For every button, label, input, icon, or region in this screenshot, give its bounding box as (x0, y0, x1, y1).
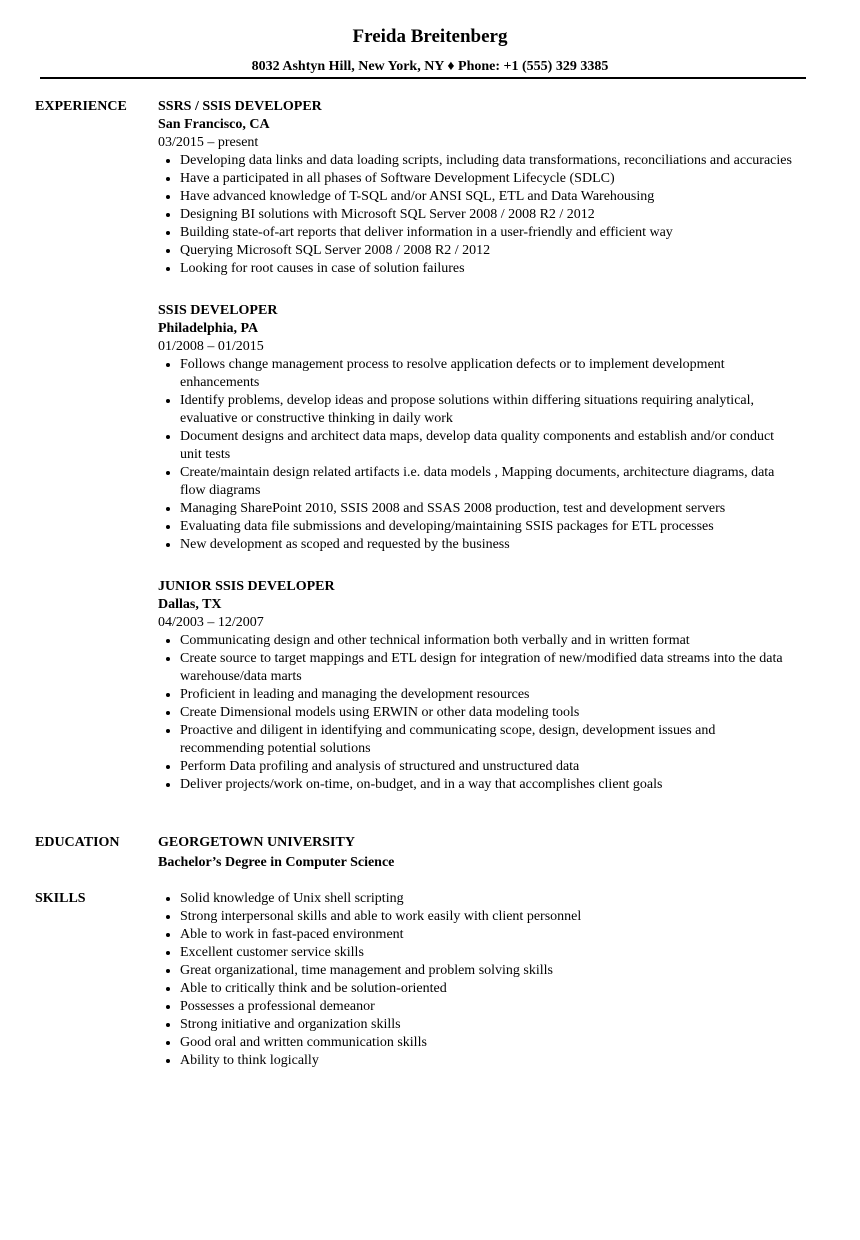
list-item: • Great organizational, time management and problem solving skills (180, 962, 798, 980)
list-item: • Excellent customer service skills (180, 944, 798, 962)
job-bullets (158, 632, 798, 794)
job-location: San Francisco, CA (158, 117, 270, 132)
list-item: • New development as scoped and requested by the business (180, 536, 798, 554)
job-location: Dallas, TX (158, 597, 222, 612)
list-item: • Building state-of-art reports that deliver information in a user-friendly and efficient way (180, 224, 798, 242)
list-item: • Follows change management process to resolve application defects or to implement development enhancements (180, 356, 798, 392)
job-bullets (158, 152, 798, 278)
job-dates: 04/2003 – 12/2007 (158, 615, 264, 630)
list-item: • Communicating design and other technical information both verbally and in written format (180, 632, 798, 650)
candidate-name: Freida Breitenberg (352, 26, 508, 47)
list-item: • Ability to think logically (180, 1052, 798, 1070)
list-item: • Identify problems, develop ideas and propose solutions within differing situations requiring analytical, evaluative or constructive thinking in daily work (180, 392, 798, 428)
experience-content (158, 98, 805, 794)
list-item: • Have a participated in all phases of Software Development Lifecycle (SDLC) (180, 170, 798, 188)
job-dates: 01/2008 – 01/2015 (158, 339, 264, 354)
list-item: • Proactive and diligent in identifying and communicating scope, design, development issues and recommending potential solutions (180, 722, 798, 758)
list-item: • Document designs and architect data maps, develop data quality components and establish and/or conduct unit tests (180, 428, 798, 464)
list-item: • Designing BI solutions with Microsoft SQL Server 2008 / 2008 R2 / 2012 (180, 206, 798, 224)
header-divider (40, 77, 806, 79)
list-item: • Evaluating data file submissions and developing/maintaining SSIS packages for ETL processes (180, 518, 798, 536)
list-item: • Solid knowledge of Unix shell scripting (180, 890, 798, 908)
section-label: SKILLS (35, 891, 86, 906)
list-item: • Create Dimensional models using ERWIN or other data modeling tools (180, 704, 798, 722)
education-section (35, 834, 805, 872)
job-title: JUNIOR SSIS DEVELOPER (158, 579, 335, 594)
list-item: • Perform Data profiling and analysis of structured and unstructured data (180, 758, 798, 776)
list-item: • Able to critically think and be solution-oriented (180, 980, 798, 998)
skills-section (35, 890, 805, 1070)
job-location: Philadelphia, PA (158, 321, 259, 336)
degree: Bachelor’s Degree in Computer Science (158, 855, 395, 870)
list-item: • Developing data links and data loading scripts, including data transformations, reconciliations and accuracies (180, 152, 798, 170)
list-item: • Able to work in fast-paced environment (180, 926, 798, 944)
list-item: • Deliver projects/work on-time, on-budget, and in a way that accomplishes client goals (180, 776, 798, 794)
job-dates: 03/2015 – present (158, 135, 259, 150)
job-entry (158, 98, 805, 278)
job-entry (158, 578, 805, 794)
section-label: EDUCATION (35, 835, 120, 850)
list-item: • Managing SharePoint 2010, SSIS 2008 and SSAS 2008 production, test and development servers (180, 500, 798, 518)
skills-list (158, 890, 798, 1070)
job-bullets (158, 356, 798, 554)
experience-section (35, 98, 805, 818)
list-item: • Create/maintain design related artifacts i.e. data models , Mapping documents, architecture diagrams, data flow diagrams (180, 464, 798, 500)
list-item: • Possesses a professional demeanor (180, 998, 798, 1016)
job-title: SSRS / SSIS DEVELOPER (158, 99, 322, 114)
list-item: • Proficient in leading and managing the development resources (180, 686, 798, 704)
section-label: EXPERIENCE (35, 99, 127, 114)
list-item: • Strong interpersonal skills and able to work easily with client personnel (180, 908, 798, 926)
contact-info: 8032 Ashtyn Hill, New York, NY ♦ Phone: +1 (555) 329 3385 (251, 59, 609, 74)
list-item: • Have advanced knowledge of T-SQL and/or ANSI SQL, ETL and Data Warehousing (180, 188, 798, 206)
list-item: • Strong initiative and organization skills (180, 1016, 798, 1034)
job-title: SSIS DEVELOPER (158, 303, 278, 318)
list-item: • Good oral and written communication skills (180, 1034, 798, 1052)
job-entry (158, 302, 805, 554)
list-item: • Querying Microsoft SQL Server 2008 / 2008 R2 / 2012 (180, 242, 798, 260)
list-item: • Create source to target mappings and ETL design for integration of new/modified data streams into the data warehouse/data marts (180, 650, 798, 686)
list-item: • Looking for root causes in case of solution failures (180, 260, 798, 278)
school-name: GEORGETOWN UNIVERSITY (158, 835, 355, 850)
